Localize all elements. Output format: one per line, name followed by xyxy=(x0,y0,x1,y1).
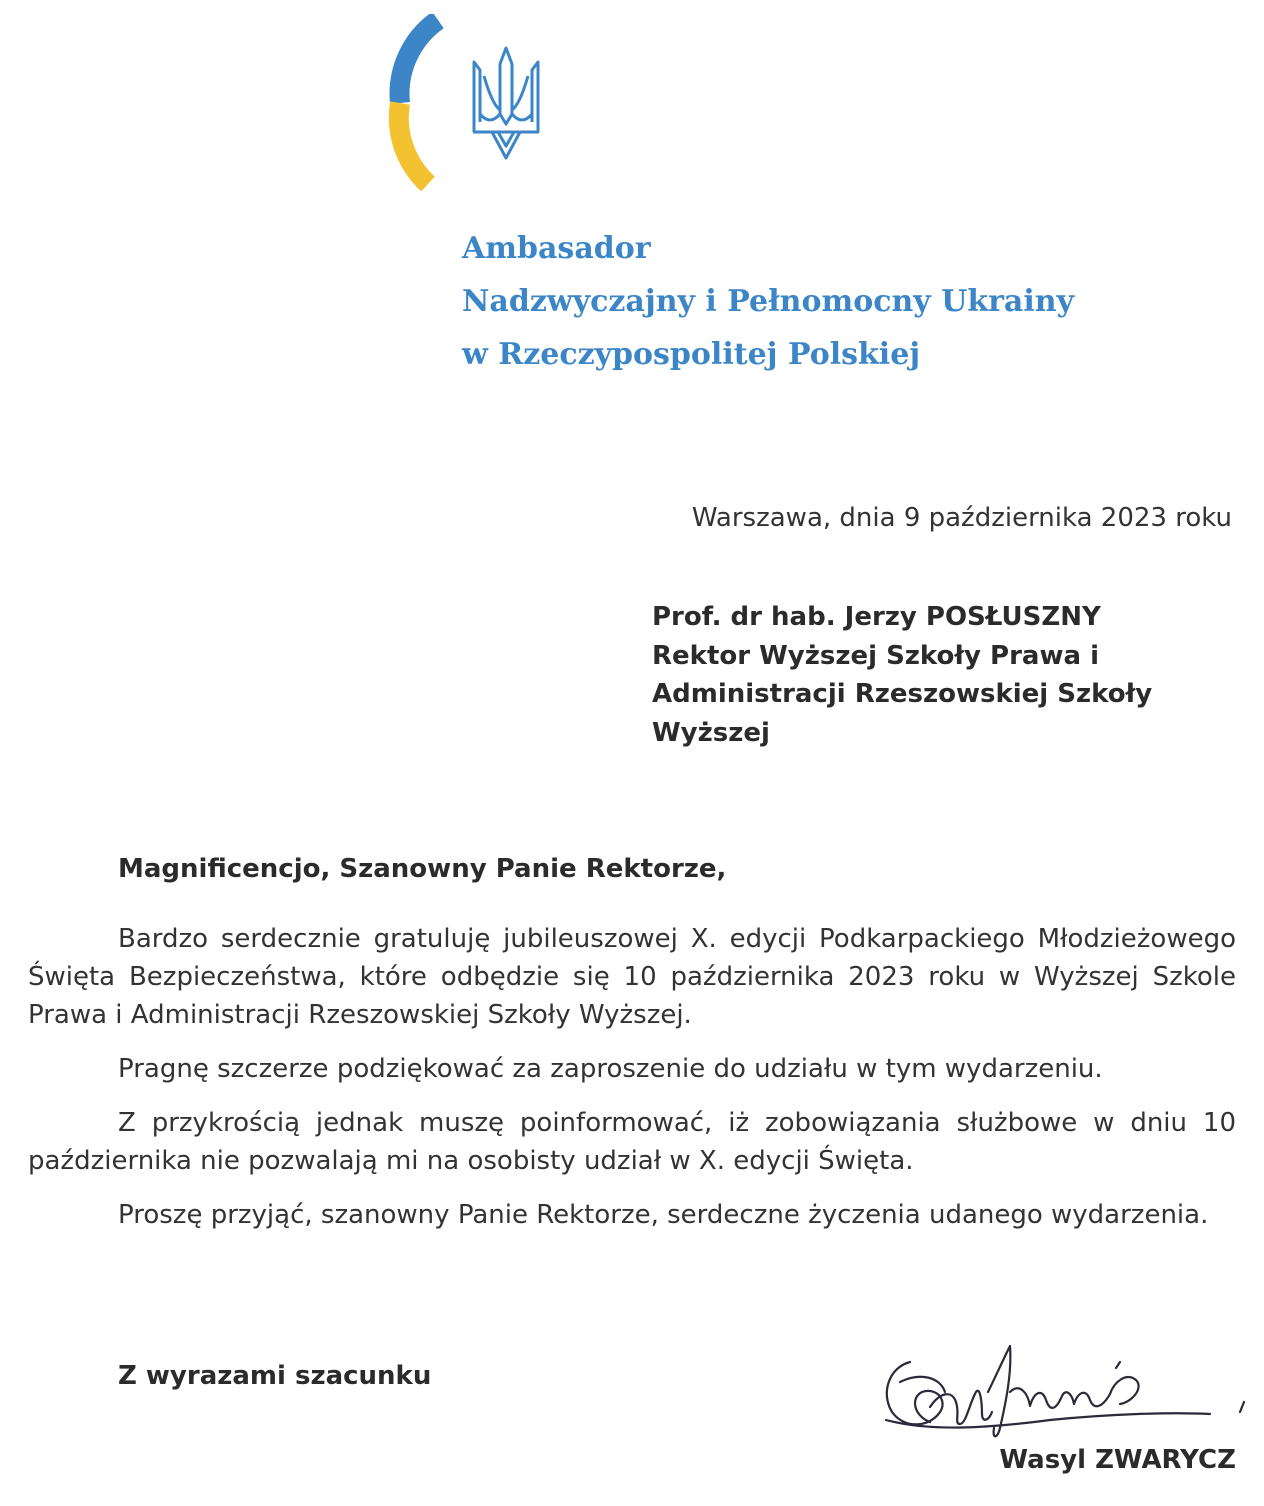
body-paragraph: Bardzo serdecznie gratuluję jubileuszowej X. edycji Podkarpackiego Młodzieżowego Święta Bezpieczeństwa, które odbędzie się 10 października 2023 roku w Wyższej Szkole Prawa i Administracji Rzeszowskiej Szkoły Wyższej. xyxy=(28,924,1236,1030)
salutation: Magnificencjo, Szanowny Panie Rektorze, xyxy=(118,854,727,884)
letterhead-title xyxy=(462,222,1074,381)
letterhead-line: Ambasador xyxy=(462,231,651,266)
body-paragraph: Pragnę szczerze podziękować za zaproszenie do udziału w tym wydarzeniu. xyxy=(118,1054,1103,1084)
signer-name: Wasyl ZWARYCZ xyxy=(999,1445,1236,1475)
letter-date: Warszawa, dnia 9 października 2023 roku xyxy=(691,503,1232,533)
letter-body xyxy=(28,920,1236,1250)
recipient-block xyxy=(652,598,1212,752)
body-paragraph: Proszę przyjąć, szanowny Panie Rektorze, serdeczne życzenia udanego wydarzenia. xyxy=(118,1200,1209,1230)
handwritten-signature-icon xyxy=(870,1332,1260,1452)
recipient-name: Prof. dr hab. Jerzy POSŁUSZNY xyxy=(652,602,1101,632)
letterhead-line: Nadzwyczajny i Pełnomocny Ukrainy xyxy=(462,284,1074,319)
closing-phrase: Z wyrazami szacunku xyxy=(118,1361,432,1391)
ukraine-trident-emblem-icon xyxy=(380,14,550,192)
letterhead-line: w Rzeczypospolitej Polskiej xyxy=(462,337,921,372)
recipient-title: Rektor Wyższej Szkoły Prawa i Administracji Rzeszowskiej Szkoły Wyższej xyxy=(652,640,1153,748)
body-paragraph: Z przykrością jednak muszę poinformować, iż zobowiązania służbowe w dniu 10 października nie pozwalają mi na osobisty udział w X. edycji Święta. xyxy=(28,1108,1236,1176)
